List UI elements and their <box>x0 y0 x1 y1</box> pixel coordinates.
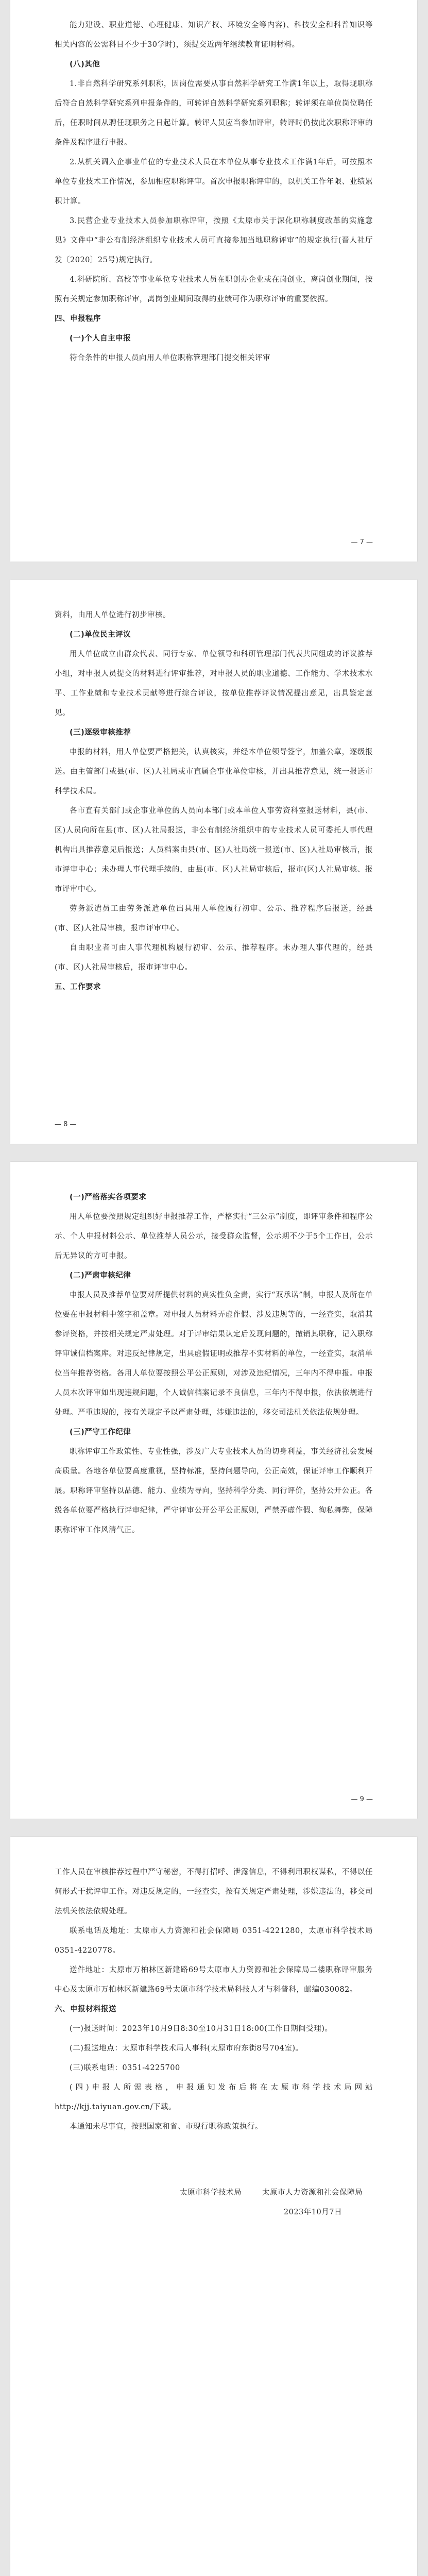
body-paragraph: (二)报送地点：太原市科学技术局人事科(太原市府东街8号704室)。 <box>70 2044 303 2053</box>
body-paragraph: (四)申报人所需表格，申报通知发布后将在太原市科学技术局网站 http://kjj.taiyuan.gov.cn/下载。 <box>55 2083 373 2111</box>
body-paragraph: 资料，由用人单位进行初步审核。 <box>55 611 170 619</box>
body-paragraph: (一)报送时间：2023年10月9日8:30至10月31日18:00(工作日期间受理)。 <box>70 2025 333 2033</box>
body-paragraph: 联系电话及地址：太原市人力资源和社会保障局 0351-4221280，太原市科学技术局 0351-4220778。 <box>55 1927 373 1955</box>
signature-block <box>55 2183 373 2222</box>
body-paragraph: 符合条件的申报人员向用人单位职称管理部门提交相关评审 <box>70 354 270 362</box>
body-paragraph: 申报人员及推荐单位要对所提供材料的真实性负全责，实行“双承诺”制，申报人及所在单位要在申报材料中签字和盖章。对申报人员材料弄虚作假、涉及违规等的，一经查实，取消其参评资格，并按相关规定严肃处理。对于评审结果认定后发现问题的，撤销其职称，记入职称评审诚信档案库。对违反纪律规定，出具虚假证明或推荐不实材料的单位，一经查实，取消单位当年推荐资格。各用人单位要按照公平公正原则，对涉及违纪情况，三年内不得申报。申报人员本次评审如出现违规问题，个人诚信档案记录不良信息，三年内不得申报，依法依规进行处理。严重违规的，按有关规定予以严肃处理，涉嫌违法的，移交司法机关依法依规处理。 <box>55 1291 373 1417</box>
section-subheading: (八)其他 <box>70 60 100 69</box>
document-page-4 <box>10 1837 417 2576</box>
section-subheading: (三)逐级审核推荐 <box>70 728 131 737</box>
body-paragraph: 3.民营企业专业技术人员参加职称评审，按照《太原市关于深化职称制度改革的实施意见》文件中“非公有制经济组织专业技术人员可直接参加当地职称评审”的规定执行(晋人社厅发〔2020〕25号)规定执行。 <box>55 217 373 264</box>
section-subheading: (一)个人自主申报 <box>70 334 131 343</box>
body-paragraph: 4.科研院所、高校等事业单位专业技术人员在职创办企业或在岗创业，离岗创业期间，按照有关规定参加职称评审，离岗创业期间取得的业绩可作为职称评审的重要依据。 <box>55 276 373 303</box>
section-heading: 五、工作要求 <box>55 983 101 991</box>
page-number: — 7 — <box>351 538 373 546</box>
body-paragraph: 本通知未尽事宜，按照国家和省、市现行职称政策执行。 <box>70 2123 263 2131</box>
section-subheading: (一)严格落实各项要求 <box>70 1193 147 1201</box>
body-paragraph: 用人单位成立由群众代表、同行专家、单位领导和科研管理部门代表共同组成的评议推荐小组，对申报人员提交的材料进行评审推荐，对申报人员的职业道德、工作能力、学术技术水平、工作业绩和专业技术贡献等进行综合评议，按单位推荐评议情况提出意见，出具鉴定意见。 <box>55 650 373 717</box>
body-paragraph: 2.从机关调入企事业单位的专业技术人员在本单位从事专业技术工作满1年后，可按照本单位专业技术工作情况，参加相应职称评审。首次申报职称评审的，以机关工作年限、业绩累积计算。 <box>55 158 373 206</box>
issuing-org-hr-bureau: 太原市人力资源和社会保障局 <box>262 2189 363 2197</box>
section-subheading: (二)严肃审核纪律 <box>70 1272 131 1280</box>
body-paragraph: 职称评审工作政策性、专业性强，涉及广大专业技术人员的切身利益，事关经济社会发展高质量。各地各单位要高度重视，坚持标准，坚持问题导向，公正高效，保证评审工作顺利开展。职称评审坚持以品德、能力、业绩为导向，坚持科学分类、同行评价，坚持公开公正。各级各单位要严格执行评审纪律，严守评审公开公平公正原则，严禁弄虚作假、徇私舞弊，保障职称评审工作风清气正。 <box>55 1448 373 1534</box>
body-paragraph: 送件地址：太原市万柏林区新建路69号太原市人力资源和社会保障局二楼职称评审服务中心及太原市万柏林区新建路69号太原市科学技术局科技人才与科普科，邮编030082。 <box>55 1966 373 1994</box>
document-page-3 <box>10 1162 417 1819</box>
body-paragraph: 工作人员在审核推荐过程中严守秘密，不得打招呼、泄露信息，不得利用职权谋私，不得以任何形式干扰评审工作。对违反规定的，一经查实，按有关规定严肃处理，涉嫌违法的，移交司法机关依法依规处理。 <box>55 1868 373 1916</box>
body-paragraph: 用人单位要按照规定组织好申报推荐工作，严格实行“三公示”制度，即评审条件和程序公示、个人申报材料公示、单位推荐人员公示，接受群众监督，公示期不少于5个工作日，公示后无异议的方可申报。 <box>55 1213 373 1260</box>
section-heading: 四、申报程序 <box>55 315 101 323</box>
body-paragraph: (三)联系电话：0351-4225700 <box>70 2064 180 2072</box>
document-page-1 <box>10 0 417 562</box>
page-number: — 8 — <box>55 1121 77 1128</box>
page-number: — 9 — <box>351 1795 373 1803</box>
body-paragraph: 自由职业者可由人事代理机构履行初审、公示、推荐程序。未办理人事代理的，经县(市、区)人社局审核后，报市评审中心。 <box>55 944 373 972</box>
body-paragraph: 劳务派遣员工由劳务派遣单位出具用人单位履行初审、公示、推荐程序后报送，经县(市、区)人社局审核，报市评审中心。 <box>55 905 373 933</box>
section-heading: 六、申报材料报送 <box>55 2005 116 2013</box>
section-subheading: (三)严守工作纪律 <box>70 1428 131 1436</box>
issuing-org-science-bureau: 太原市科学技术局 <box>180 2189 242 2197</box>
document-page-2 <box>10 580 417 1144</box>
body-paragraph: 1.非自然科学研究系列职称，因岗位需要从事自然科学研究工作满1年以上，取得现职称后符合自然科学研究系列申报条件的，可转评自然科学研究系列职称；转评须在单位岗位聘任后，任职时间从聘任现职务之日起计算。转评人员应当参加评审，转评时仍按此次职称评审的条件及程序进行申报。 <box>55 80 373 147</box>
body-paragraph: 各市直有关部门或企事业单位的人员向本部门或本单位人事劳资科室报送材料，县(市、区)人员向所在县(市、区)人社局报送，非公有制经济组织中的专业技术人员可委托人事代理机构出具推荐意见后报送；人员档案由县(市、区)人社局统一报送(市、区)人社局审核后，报市评审中心；未办理人事代理手续的，由县(市、区)人社局审核后，报市(区)人社局审核、报市评审中心。 <box>55 807 373 893</box>
body-paragraph: 申报的材料，用人单位要严格把关，认真核实，并经本单位领导签字，加盖公章，逐级报送。由主管部门或县(市、区)人社局或市直属企事业单位审核，并出具推荐意见，统一报送市科学技术局。 <box>55 748 373 795</box>
section-subheading: (二)单位民主评议 <box>70 631 131 639</box>
issue-date: 2023年10月7日 <box>283 2208 342 2216</box>
body-paragraph: 能力建设、职业道德、心理健康、知识产权、环境安全等内容)、科技安全和科普知识等相关内容的公需科目不少于30学时)，须提交近两年继续教育证明材料。 <box>55 21 373 49</box>
